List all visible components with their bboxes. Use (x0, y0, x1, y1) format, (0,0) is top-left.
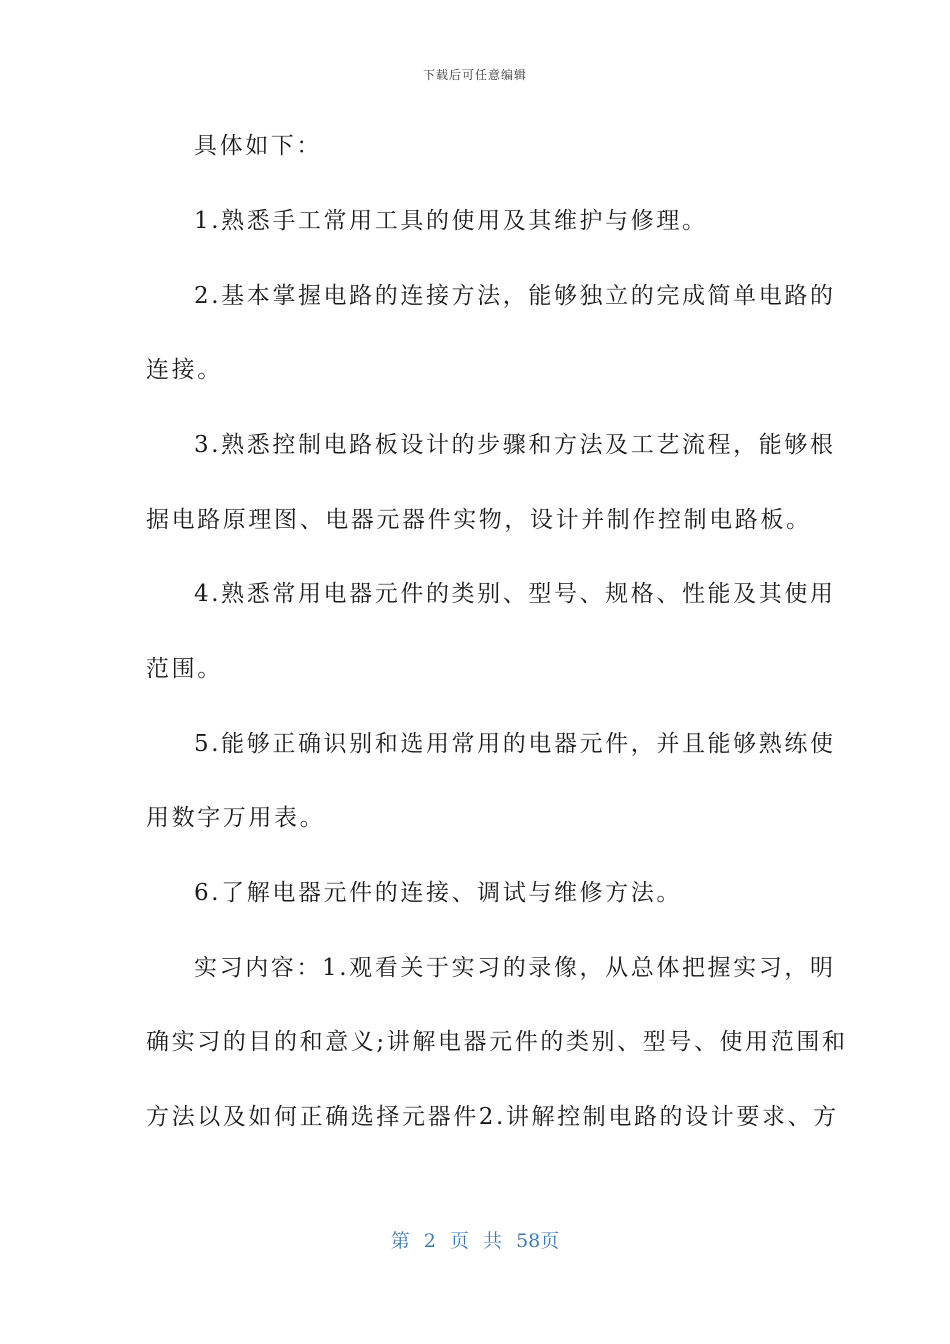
total-prefix: 共 (483, 1230, 503, 1252)
paragraph-line: 用数字万用表。 (146, 805, 326, 831)
current-page-number: 2 (423, 1230, 436, 1252)
paragraph-line: 方法以及如何正确选择元器件2.讲解控制电路的设计要求、方 (146, 1104, 839, 1130)
paragraph-line: 2.基本掌握电路的连接方法，能够独立的完成简单电路的 (194, 283, 836, 309)
paragraph-line: 5.能够正确识别和选用常用的电器元件，并且能够熟练使 (194, 731, 836, 757)
page-header-note: 下载后可任意编辑 (422, 68, 527, 82)
paragraph-line: 4.熟悉常用电器元件的类别、型号、规格、性能及其使用 (194, 581, 836, 607)
page-word: 页 (449, 1230, 469, 1252)
paragraph-line: 实习内容：1.观看关于实习的录像，从总体把握实习，明 (194, 955, 836, 981)
paragraph-line: 1.熟悉手工常用工具的使用及其维护与修理。 (194, 208, 708, 234)
paragraph-line: 3.熟悉控制电路板设计的步骤和方法及工艺流程，能够根 (194, 432, 836, 458)
page-prefix: 第 (390, 1230, 410, 1252)
paragraph-line: 范围。 (146, 656, 223, 682)
page-number-footer (0, 1226, 950, 1253)
paragraph-line: 据电路原理图、电器元器件实物，设计并制作控制电路板。 (146, 507, 812, 533)
total-pages: 58页 (516, 1230, 560, 1252)
paragraph-line: 具体如下： (194, 133, 322, 159)
paragraph-line: 连接。 (146, 357, 223, 383)
paragraph-line: 6.了解电器元件的连接、调试与维修方法。 (194, 880, 682, 906)
paragraph-line: 确实习的目的和意义;讲解电器元件的类别、型号、使用范围和 (146, 1029, 848, 1055)
